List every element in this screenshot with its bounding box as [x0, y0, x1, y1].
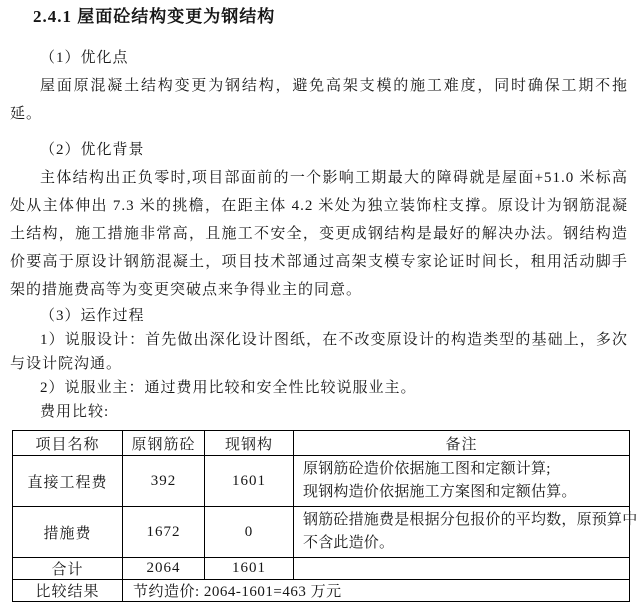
column-header-remark: 备注 [294, 431, 630, 456]
remark-line: 钢筋砼措施费是根据分包报价的平均数，原预算中 [303, 512, 638, 528]
column-header-original-rc: 原钢筋砼 [123, 431, 205, 456]
item-cell: 直接工程费 [13, 456, 123, 507]
section-heading: （2）优化背景 [40, 142, 145, 158]
section-optimization-point [10, 44, 628, 128]
current-steel-cell: 1601 [205, 456, 294, 507]
cost-comparison-table [12, 430, 638, 602]
paragraph: 2）说服业主：通过费用比较和安全性比较说服业主。 [40, 380, 417, 396]
original-rc-cell: 2064 [123, 558, 205, 580]
column-header-current-steel: 现钢构 [205, 431, 294, 456]
original-rc-cell: 392 [123, 456, 205, 507]
page-title: 2.4.1 屋面砼结构变更为钢结构 [33, 7, 276, 26]
remark-cell [294, 507, 638, 558]
table-header-row [13, 431, 630, 456]
current-steel-cell: 0 [205, 507, 294, 558]
paragraph: 主体结构出正负零时,项目部面前的一个影响工期最大的障碍就是屋面+51.0 米标高处从主体伸出 7.3 米的挑檐，在距主体 4.2 米处为独立装饰柱支撑。原设计为钢筋混凝土结构，施工措施非常高，且施工不安全，变更成钢结构是最好的解决办法。钢结构造价要高于原设计钢筋混凝土，项目技术部通过高架支模专家论证时间长，租用活动脚手架的措施费高等为变更突破点来争得业主的同意。 [10, 170, 628, 298]
item-cell: 合计 [13, 558, 123, 580]
section-heading: （1）优化点 [40, 50, 129, 66]
table-row-measure-cost [13, 507, 630, 558]
result-value-cell: 节约造价: 2064-1601=463 万元 [123, 580, 630, 602]
paragraph: 屋面原混凝土结构变更为钢结构，避免高架支模的施工难度，同时确保工期不拖延。 [10, 78, 628, 122]
section-operation-process [10, 304, 628, 424]
section-heading: （3）运作过程 [40, 308, 145, 324]
table-row-total [13, 558, 630, 580]
remark-cell-empty [294, 558, 630, 580]
paragraph: 1）说服设计：首先做出深化设计图纸，在不改变原设计的构造类型的基础上，多次与设计院沟通。 [10, 332, 628, 372]
current-steel-cell: 1601 [205, 558, 294, 580]
result-label-cell: 比较结果 [13, 580, 123, 602]
table-row-comparison-result [13, 580, 630, 602]
section-optimization-background [10, 136, 628, 304]
remark-line: 现钢构造价依据施工方案图和定额估算。 [303, 484, 577, 500]
column-header-item: 项目名称 [13, 431, 123, 456]
remark-cell [294, 456, 630, 507]
original-rc-cell: 1672 [123, 507, 205, 558]
item-cell: 措施费 [13, 507, 123, 558]
remark-line: 不含此造价。 [303, 535, 395, 551]
table-row-direct-cost [13, 456, 630, 507]
remark-line: 原钢筋砼造价依据施工图和定额计算; [303, 461, 551, 477]
table-caption: 费用比较: [40, 404, 110, 420]
